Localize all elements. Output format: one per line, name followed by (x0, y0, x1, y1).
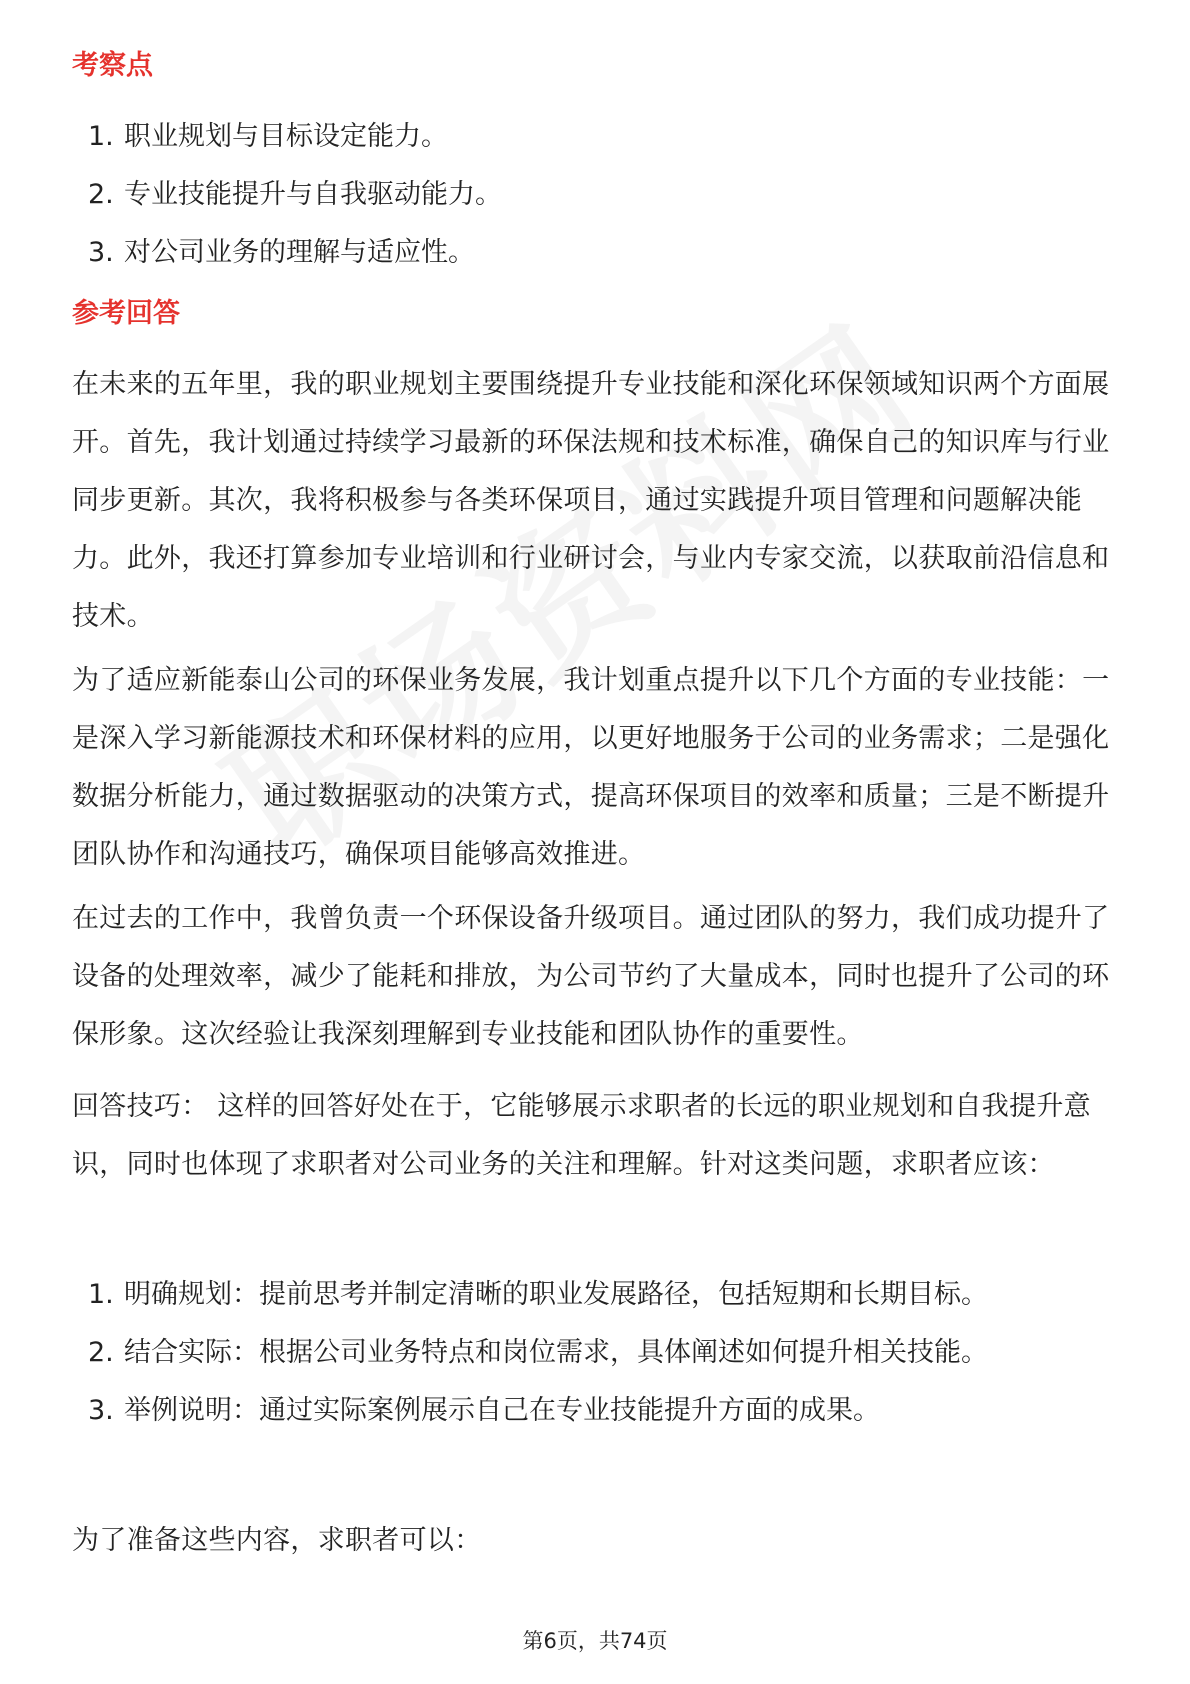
page-number: 第6页，共74页 (522, 1629, 668, 1653)
tips-list (72, 1266, 988, 1440)
list-item-number: 2. (88, 1337, 114, 1368)
list-item-number: 1. (88, 1279, 114, 1310)
list-item-number: 3. (88, 1395, 114, 1426)
list-item-text: 职业规划与目标设定能力。 (124, 121, 448, 152)
list-item (72, 108, 502, 166)
answer-heading: 参考回答 (72, 298, 180, 329)
list-item-text: 举例说明：通过实际案例展示自己在专业技能提升方面的成果。 (124, 1395, 880, 1426)
list-item (72, 1266, 988, 1324)
list-item (72, 1382, 988, 1440)
answer-tips-paragraph: 回答技巧： 这样的回答好处在于，它能够展示求职者的长远的职业规划和自我提升意识，同时也体现了求职者对公司业务的关注和理解。针对这类问题，求职者应该： (72, 1091, 1091, 1180)
list-item-text: 对公司业务的理解与适应性。 (124, 237, 475, 268)
list-item-text: 专业技能提升与自我驱动能力。 (124, 179, 502, 210)
list-item (72, 224, 502, 282)
list-item-number: 2. (88, 179, 114, 210)
closing-paragraph: 为了准备这些内容，求职者可以： (72, 1525, 482, 1556)
answer-paragraph-2: 为了适应新能泰山公司的环保业务发展，我计划重点提升以下几个方面的专业技能：一是深入学习新能源技术和环保材料的应用，以更好地服务于公司的业务需求；二是强化数据分析能力，通过数据驱动的决策方式，提高环保项目的效率和质量；三是不断提升团队协作和沟通技巧，确保项目能够高效推进。 (72, 665, 1110, 870)
list-item-number: 3. (88, 237, 114, 268)
answer-paragraph-3: 在过去的工作中，我曾负责一个环保设备升级项目。通过团队的努力，我们成功提升了设备的处理效率，减少了能耗和排放，为公司节约了大量成本，同时也提升了公司的环保形象。这次经验让我深刻理解到专业技能和团队协作的重要性。 (72, 903, 1110, 1050)
key-points-list (72, 108, 502, 282)
list-item (72, 1324, 988, 1382)
list-item-text: 明确规划：提前思考并制定清晰的职业发展路径，包括短期和长期目标。 (124, 1279, 988, 1310)
list-item (72, 166, 502, 224)
answer-paragraph-1: 在未来的五年里，我的职业规划主要围绕提升专业技能和深化环保领域知识两个方面展开。首先，我计划通过持续学习最新的环保法规和技术标准，确保自己的知识库与行业同步更新。其次，我将积极参与各类环保项目，通过实践提升项目管理和问题解决能力。此外，我还打算参加专业培训和行业研讨会，与业内专家交流，以获取前沿信息和技术。 (72, 369, 1110, 632)
key-points-heading: 考察点 (72, 50, 153, 81)
list-item-number: 1. (88, 121, 114, 152)
list-item-text: 结合实际：根据公司业务特点和岗位需求，具体阐述如何提升相关技能。 (124, 1337, 988, 1368)
